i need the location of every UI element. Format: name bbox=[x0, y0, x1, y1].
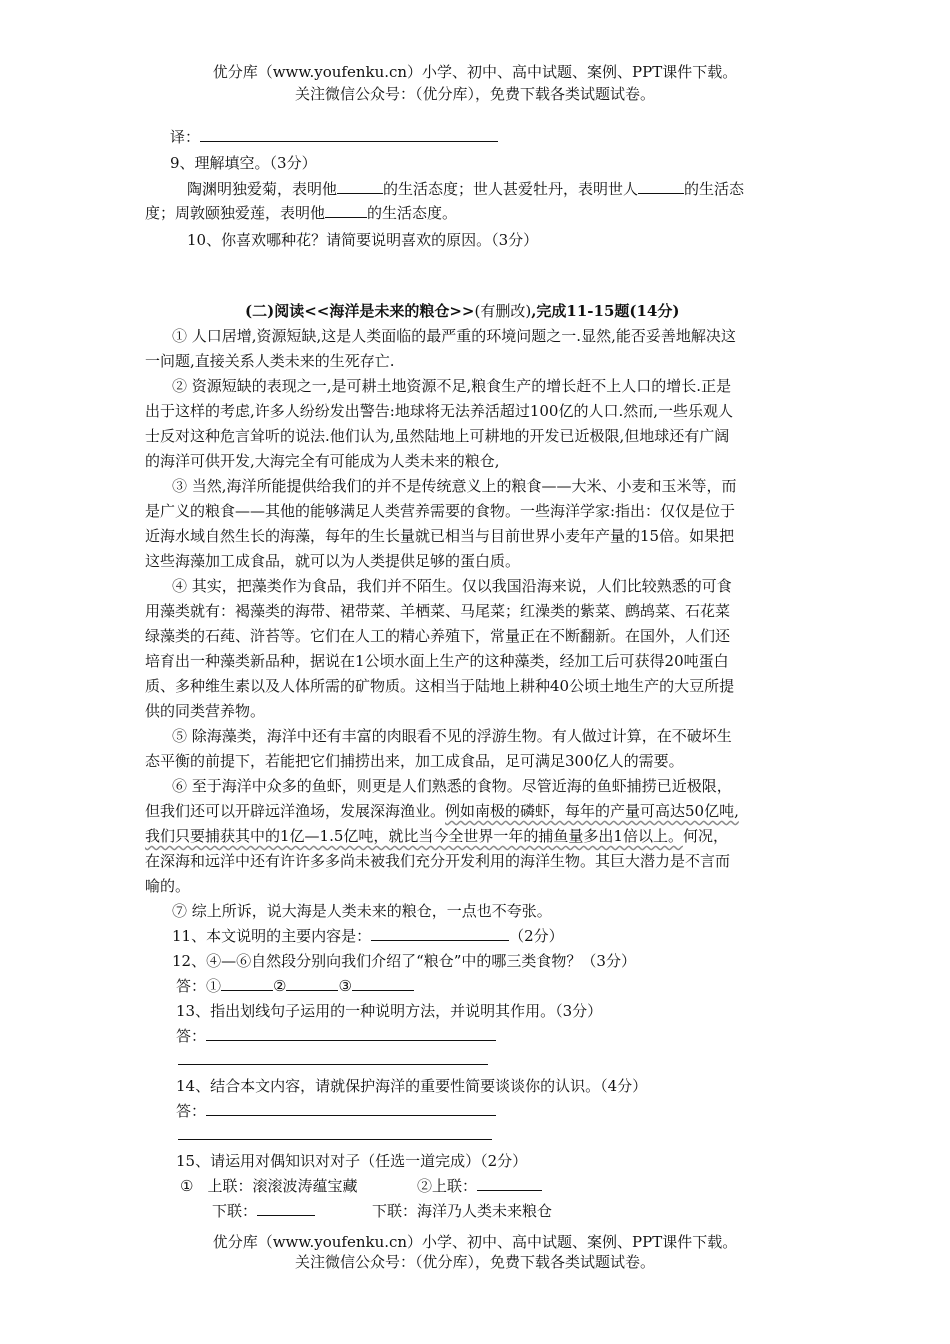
q9-line2 bbox=[145, 202, 457, 224]
para6-line4: 在深海和远洋中还有许许多多尚未被我们充分开发利用的海洋生物。其巨大潜力是不言而 bbox=[145, 852, 731, 870]
para2-line1: ② 资源短缺的表现之一,是可耕土地资源不足,粮食生产的增长赶不上人口的增长.正是 bbox=[172, 377, 732, 395]
q12: 12、④—⑥自然段分别向我们介绍了“粮仓”中的哪三类食物？（3分） bbox=[172, 952, 636, 970]
q9-blank-3[interactable] bbox=[325, 202, 367, 218]
q14-answer bbox=[176, 1100, 496, 1122]
q11-text: 11、本文说明的主要内容是： bbox=[172, 927, 372, 945]
para6-line3 bbox=[145, 825, 728, 847]
q9-title: 9、理解填空。（3分） bbox=[170, 154, 317, 172]
para4-line2: 用藻类就有：褐藻类的海带、裙带菜、羊栖菜、马尾菜；红澡类的紫菜、鹧鸪菜、石花菜 bbox=[145, 602, 731, 620]
q13: 13、指出划线句子运用的一种说明方法，并说明其作用。（3分） bbox=[176, 1002, 603, 1020]
para3-line2: 是广义的粮食——其他的能够满足人类营养需要的食物。一些海洋学家:指出：仅仅是位于 bbox=[145, 502, 736, 520]
para2-line4: 的海洋可供开发,大海完全有可能成为人类未来的粮仓, bbox=[145, 452, 500, 470]
para5-line2: 态平衡的前提下，若能把它们捕捞出来，加工成食品，足可满足300亿人的需要。 bbox=[145, 752, 684, 770]
q12-blank-2[interactable] bbox=[286, 975, 338, 991]
para1-line2: 一问题,直接关系人类未来的生死存亡. bbox=[145, 352, 395, 370]
section2-title-b: (有删改) bbox=[474, 302, 532, 320]
q9-line1 bbox=[187, 178, 744, 200]
q15-upper1: 上联：滚滚波涛蕴宝藏 bbox=[207, 1177, 358, 1195]
q15-choice1-upper bbox=[180, 1175, 357, 1197]
translation-blank[interactable] bbox=[200, 126, 498, 142]
para4-line4: 培育出一种藻类新品种，据说在1公顷水面上生产的这种藻类，经加工后可获得20吨蛋白 bbox=[145, 652, 729, 670]
translation-label: 译： bbox=[170, 128, 201, 146]
page-footer-line2: 关注微信公众号：（优分库），免费下载各类试题试卷。 bbox=[294, 1253, 655, 1271]
q12-label-3: ③ bbox=[338, 977, 352, 995]
q15-lower1-blank[interactable] bbox=[257, 1200, 315, 1216]
q11 bbox=[172, 925, 564, 947]
q12-label-2: ② bbox=[273, 977, 287, 995]
q15-upper2-blank[interactable] bbox=[477, 1175, 542, 1191]
q12-answer bbox=[176, 975, 414, 997]
section2-title-a: (二)阅读<<海洋是未来的粮仓>> bbox=[245, 302, 475, 320]
q9-text-b: 的生活态度；世人甚爱牡丹，表明世人 bbox=[383, 180, 639, 198]
q12-answer-label: 答：① bbox=[176, 977, 222, 995]
q9-blank-1[interactable] bbox=[337, 178, 383, 194]
q9-text-c: 的生活态 bbox=[684, 180, 745, 198]
q15-lower1-label: 下联： bbox=[212, 1202, 258, 1220]
para6-line1: ⑥ 至于海洋中众多的鱼虾，则更是人们熟悉的食物。尽管近海的鱼虾捕捞已近极限， bbox=[172, 777, 732, 795]
q13-blank-2[interactable] bbox=[178, 1064, 488, 1065]
para6-line5: 喻的。 bbox=[145, 877, 191, 895]
q15-choice1-marker: ① bbox=[180, 1177, 194, 1195]
section2-title bbox=[245, 300, 679, 322]
q12-blank-3[interactable] bbox=[352, 975, 414, 991]
para7: ⑦ 综上所诉，说大海是人类未来的粮仓，一点也不夸张。 bbox=[172, 902, 552, 920]
q13-answer-label: 答： bbox=[176, 1027, 207, 1045]
para4-line6: 供的同类营养物。 bbox=[145, 702, 266, 720]
para4-line1: ④ 其实，把藻类作为食品，我们并不陌生。仅以我国沿海来说，人们比较熟悉的可食 bbox=[172, 577, 732, 595]
para4-line3: 绿藻类的石莼、浒苔等。它们在人工的精心养殖下，常量正在不断翻新。在国外，人们还 bbox=[145, 627, 731, 645]
para2-line2: 出于这样的考虑,许多人纷纷发出警告:地球将无法养活超过100亿的人口.然而,一些乐观人 bbox=[145, 402, 733, 420]
q9-blank-2[interactable] bbox=[638, 178, 684, 194]
para1-line1: ① 人口居增,资源短缺,这是人类面临的最严重的环境问题之一.显然,能否妥善地解决这 bbox=[172, 327, 736, 345]
q15: 15、请运用对偶知识对对子（任选一道完成）（2分） bbox=[176, 1152, 528, 1170]
translation-line bbox=[170, 126, 498, 148]
q15-choice2-upper bbox=[417, 1175, 542, 1197]
q9-text-e: 的生活态度。 bbox=[367, 204, 458, 222]
page-footer-line1: 优分库（www.youfenku.cn）小学、初中、高中试题、案例、PPT课件下载。 bbox=[212, 1233, 738, 1251]
para6-line2 bbox=[145, 800, 739, 822]
page-header-line1: 优分库（www.youfenku.cn）小学、初中、高中试题、案例、PPT课件下载。 bbox=[212, 63, 738, 81]
para3-line1: ③ 当然,海洋所能提供给我们的并不是传统意义上的粮食——大米、小麦和玉米等，而 bbox=[172, 477, 737, 495]
q9-text-a: 陶渊明独爱菊，表明他 bbox=[187, 180, 338, 198]
para6-line3-b: 何况， bbox=[682, 827, 728, 845]
q11-score: （2分） bbox=[509, 927, 564, 945]
q15-choice1-lower bbox=[212, 1200, 315, 1222]
q14: 14、结合本文内容，请就保护海洋的重要性简要谈谈你的认识。（4分） bbox=[176, 1077, 648, 1095]
q9-text-d: 度；周敦颐独爱莲，表明他 bbox=[145, 204, 326, 222]
para3-line4: 这些海藻加工成食品，就可以为人类提供足够的蛋白质。 bbox=[145, 552, 521, 570]
q12-blank-1[interactable] bbox=[221, 975, 273, 991]
q14-blank-1[interactable] bbox=[206, 1100, 496, 1116]
q14-answer-label: 答： bbox=[176, 1102, 207, 1120]
section2-title-c: ,完成11-15题(14分) bbox=[531, 302, 680, 320]
q11-blank[interactable] bbox=[371, 925, 509, 941]
para4-line5: 质、多种维生素以及人体所需的矿物质。这相当于陆地上耕种40公顷土地生产的大豆所提 bbox=[145, 677, 735, 695]
q10: 10、你喜欢哪种花？请简要说明喜欢的原因。（3分） bbox=[187, 231, 539, 249]
q15-upper2-label: ②上联： bbox=[417, 1177, 478, 1195]
para6-line2-a: 但我们还可以开辟远洋渔场，发展深海渔业。 bbox=[145, 802, 446, 820]
page-header-line2: 关注微信公众号：（优分库），免费下载各类试题试卷。 bbox=[294, 85, 655, 103]
q14-blank-2[interactable] bbox=[178, 1139, 492, 1140]
para3-line3: 近海水域自然生长的海藻，每年的生长量就已相当与目前世界小麦年产量的15倍。如果把 bbox=[145, 527, 735, 545]
para5-line1: ⑤ 除海藻类，海洋中还有丰富的肉眼看不见的浮游生物。有人做过计算，在不破坏生 bbox=[172, 727, 732, 745]
para2-line3: 士反对这种危言耸听的说法.他们认为,虽然陆地上可耕地的开发已近极限,但地球还有广阔 bbox=[145, 427, 730, 445]
q13-answer bbox=[176, 1025, 496, 1047]
para6-underlined-sentence-a: 例如南极的磷虾，每年的产量可高达50亿吨, bbox=[445, 802, 739, 820]
para6-underlined-sentence-b: 我们只要捕获其中的1亿—1.5亿吨，就比当今全世界一年的捕鱼量多出1倍以上。 bbox=[145, 827, 683, 845]
q15-lower2: 下联：海洋乃人类未来粮仓 bbox=[372, 1202, 553, 1220]
q13-blank-1[interactable] bbox=[206, 1025, 496, 1041]
